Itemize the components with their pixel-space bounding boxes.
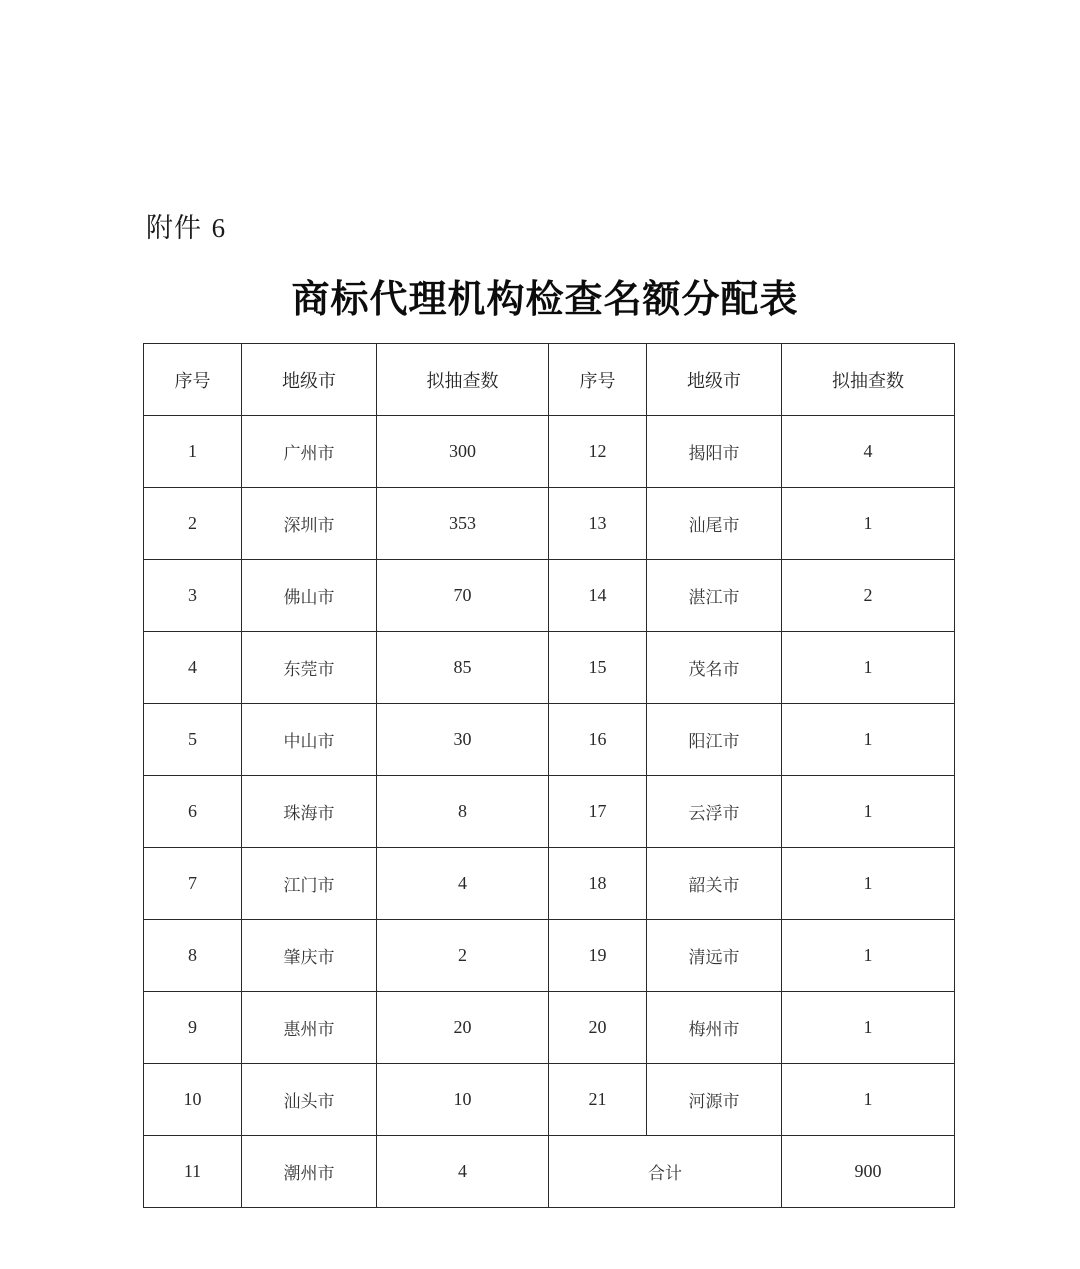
- page-title: 商标代理机构检查名额分配表: [291, 276, 799, 321]
- cell-city: 江门市: [242, 848, 377, 920]
- cell-city: 韶关市: [647, 848, 782, 920]
- cell-count: 1: [782, 632, 955, 704]
- cell-city: 茂名市: [647, 632, 782, 704]
- cell-count: 300: [377, 416, 549, 488]
- table-header-row: [144, 344, 955, 416]
- header-no-right: 序号: [549, 344, 647, 416]
- allocation-table: [143, 343, 955, 1208]
- table-row: [144, 776, 955, 848]
- cell-count: 2: [782, 560, 955, 632]
- cell-no: 15: [549, 632, 647, 704]
- cell-city: 珠海市: [242, 776, 377, 848]
- cell-no: 8: [144, 920, 242, 992]
- header-city-right: 地级市: [647, 344, 782, 416]
- cell-city: 东莞市: [242, 632, 377, 704]
- header-city-left: 地级市: [242, 344, 377, 416]
- cell-no: 16: [549, 704, 647, 776]
- cell-count: 1: [782, 776, 955, 848]
- cell-city: 惠州市: [242, 992, 377, 1064]
- cell-count: 353: [377, 488, 549, 560]
- cell-city: 广州市: [242, 416, 377, 488]
- table-row: [144, 1064, 955, 1136]
- cell-city: 中山市: [242, 704, 377, 776]
- table-row: [144, 992, 955, 1064]
- cell-count: 4: [377, 1136, 549, 1208]
- cell-city: 河源市: [647, 1064, 782, 1136]
- attachment-text: 附件: [146, 213, 202, 244]
- cell-count: 30: [377, 704, 549, 776]
- table-row: [144, 704, 955, 776]
- cell-no: 3: [144, 560, 242, 632]
- cell-count: 10: [377, 1064, 549, 1136]
- total-label: 合计: [549, 1136, 782, 1208]
- cell-city: 深圳市: [242, 488, 377, 560]
- cell-count: 2: [377, 920, 549, 992]
- cell-no: 9: [144, 992, 242, 1064]
- cell-city: 清远市: [647, 920, 782, 992]
- table-row: [144, 416, 955, 488]
- attachment-number: 6: [211, 213, 227, 243]
- cell-city: 梅州市: [647, 992, 782, 1064]
- cell-no: 6: [144, 776, 242, 848]
- table-row: [144, 848, 955, 920]
- cell-count: 4: [377, 848, 549, 920]
- cell-city: 肇庆市: [242, 920, 377, 992]
- cell-count: 20: [377, 992, 549, 1064]
- cell-count: 85: [377, 632, 549, 704]
- cell-city: 汕尾市: [647, 488, 782, 560]
- cell-no: 1: [144, 416, 242, 488]
- header-count-left: 拟抽查数: [377, 344, 549, 416]
- cell-city: 潮州市: [242, 1136, 377, 1208]
- table-row: [144, 488, 955, 560]
- cell-count: 1: [782, 920, 955, 992]
- cell-city: 揭阳市: [647, 416, 782, 488]
- cell-no: 18: [549, 848, 647, 920]
- cell-no: 5: [144, 704, 242, 776]
- attachment-label: [146, 206, 226, 245]
- cell-count: 1: [782, 488, 955, 560]
- table-row: [144, 560, 955, 632]
- cell-city: 汕头市: [242, 1064, 377, 1136]
- cell-no: 4: [144, 632, 242, 704]
- cell-city: 阳江市: [647, 704, 782, 776]
- cell-city: 云浮市: [647, 776, 782, 848]
- cell-no: 11: [144, 1136, 242, 1208]
- cell-no: 20: [549, 992, 647, 1064]
- header-count-right: 拟抽查数: [782, 344, 955, 416]
- cell-no: 21: [549, 1064, 647, 1136]
- cell-no: 10: [144, 1064, 242, 1136]
- cell-city: 湛江市: [647, 560, 782, 632]
- cell-no: 2: [144, 488, 242, 560]
- cell-city: 佛山市: [242, 560, 377, 632]
- cell-no: 17: [549, 776, 647, 848]
- cell-no: 12: [549, 416, 647, 488]
- cell-count: 4: [782, 416, 955, 488]
- cell-count: 8: [377, 776, 549, 848]
- cell-no: 19: [549, 920, 647, 992]
- cell-count: 1: [782, 704, 955, 776]
- cell-count: 70: [377, 560, 549, 632]
- cell-count: 1: [782, 848, 955, 920]
- table-row: [144, 920, 955, 992]
- cell-no: 7: [144, 848, 242, 920]
- cell-no: 13: [549, 488, 647, 560]
- total-value: 900: [782, 1136, 955, 1208]
- cell-no: 14: [549, 560, 647, 632]
- cell-count: 1: [782, 992, 955, 1064]
- cell-count: 1: [782, 1064, 955, 1136]
- table-row: [144, 632, 955, 704]
- table-total-row: [144, 1136, 955, 1208]
- header-no-left: 序号: [144, 344, 242, 416]
